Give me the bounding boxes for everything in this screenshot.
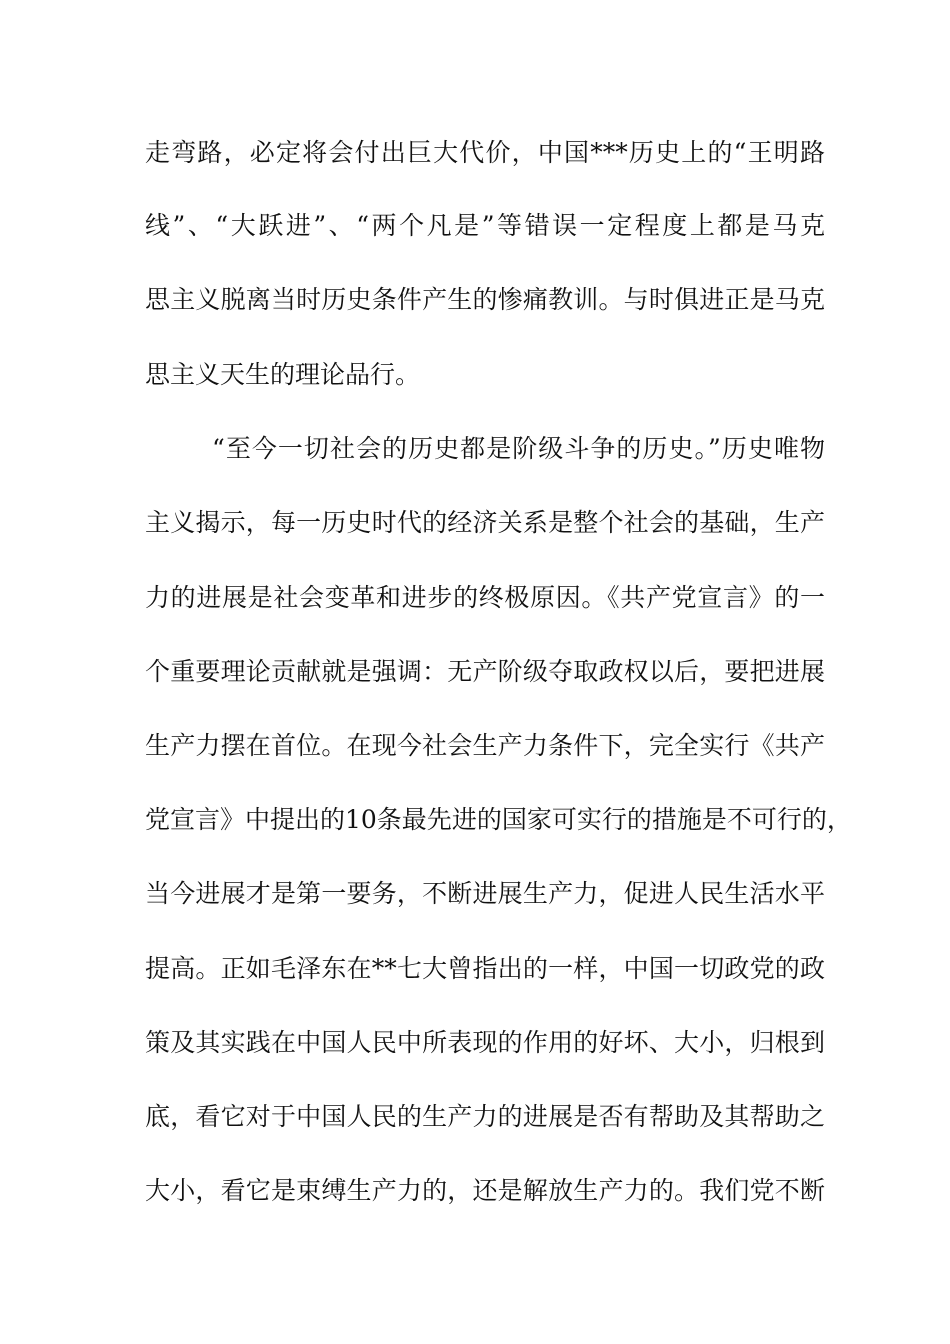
text-line: 生产力摆在首位。在现今社会生产力条件下，完全实行《共产 xyxy=(145,731,825,760)
text-line: 党宣言》中提出的10条最先进的国家可实行的措施是不可行的， xyxy=(145,805,852,834)
text-line: 思主义天生的理论品行。 xyxy=(145,360,421,389)
text-line: 大小，看它是束缚生产力的，还是解放生产力的。我们党不断 xyxy=(145,1176,825,1205)
text-line: 思主义脱离当时历史条件产生的惨痛教训。与时俱进正是马克 xyxy=(145,285,825,314)
paragraph-first-line: “至今一切社会的历史都是阶级斗争的历史。”历史唯物 xyxy=(212,434,825,463)
text-line: 线”、“大跃进”、“两个凡是”等错误一定程度上都是马克 xyxy=(145,211,825,240)
text-line: 提高。正如毛泽东在**七大曾指出的一样，中国一切政党的政 xyxy=(145,954,825,983)
text-line: 策及其实践在中国人民中所表现的作用的好坏、大小，归根到 xyxy=(145,1028,825,1057)
text-line: 走弯路，必定将会付出巨大代价，中国***历史上的“王明路 xyxy=(145,138,825,167)
text-line: 底，看它对于中国人民的生产力的进展是否有帮助及其帮助之 xyxy=(145,1102,825,1131)
text-line: 力的进展是社会变革和进步的终极原因。《共产党宣言》的一 xyxy=(145,583,825,612)
text-line: 个重要理论贡献就是强调：无产阶级夺取政权以后，要把进展 xyxy=(145,657,825,686)
text-line: 主义揭示，每一历史时代的经济关系是整个社会的基础，生产 xyxy=(145,508,825,537)
text-line: 当今进展才是第一要务，不断进展生产力，促进人民生活水平 xyxy=(145,879,825,908)
